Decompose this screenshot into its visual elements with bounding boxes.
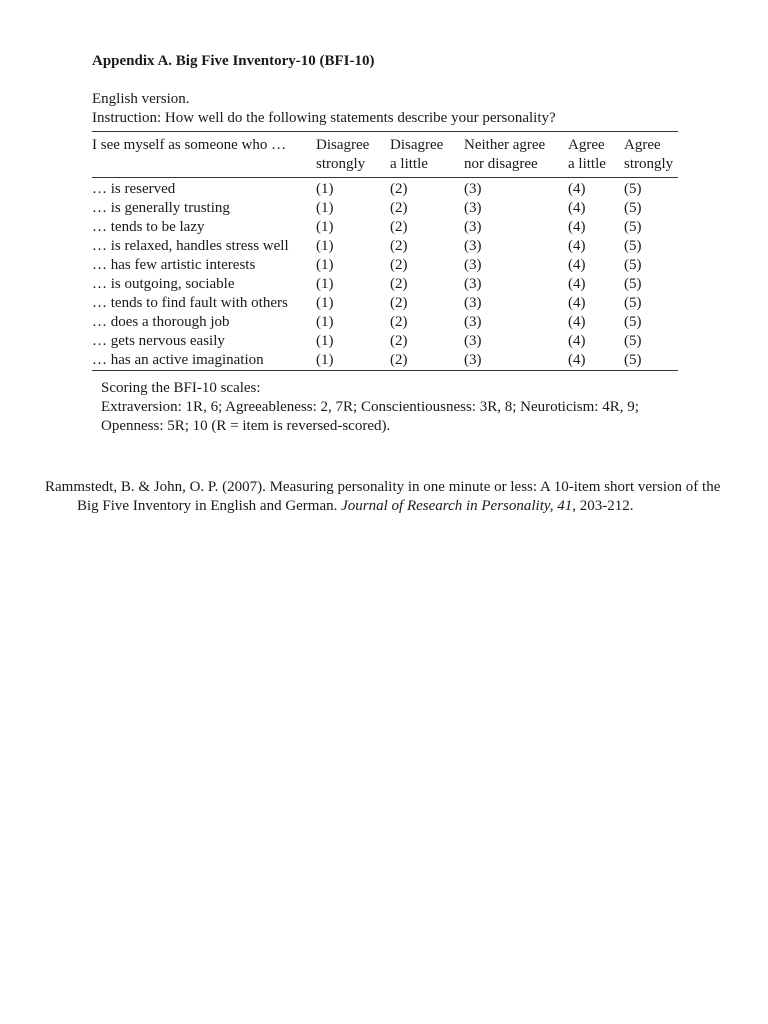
item-text: … has few artistic interests	[92, 257, 256, 273]
item-text: … is generally trusting	[92, 200, 230, 216]
response-option: (3)	[464, 333, 482, 349]
reference-journal: Journal of Research in Personality,	[341, 498, 554, 514]
response-option: (2)	[390, 181, 408, 197]
table-stem-header: I see myself as someone who …	[92, 137, 287, 153]
reference-text: Rammstedt, B. & John, O. P. (2007). Measuring personality in one minute or less: A 10-item short version of the Big Five Inventory in English and German.	[45, 479, 721, 514]
item-text: … is reserved	[92, 181, 176, 197]
item-text: … gets nervous easily	[92, 333, 225, 349]
reference-volume: 41	[557, 498, 573, 514]
table-row	[92, 351, 678, 370]
table-row	[92, 294, 678, 313]
response-option: (5)	[624, 181, 642, 197]
item-text: … has an active imagination	[92, 352, 264, 368]
response-option: (5)	[624, 314, 642, 330]
scoring-title: Scoring the BFI-10 scales:	[101, 380, 261, 396]
response-option: (2)	[390, 238, 408, 254]
item-text: … is relaxed, handles stress well	[92, 238, 289, 254]
column-header-agree-strongly: Agree strongly	[624, 137, 674, 172]
response-option: (3)	[464, 219, 482, 235]
response-option: (4)	[568, 333, 586, 349]
response-option: (1)	[316, 219, 334, 235]
response-option: (2)	[390, 257, 408, 273]
item-text: … tends to be lazy	[92, 219, 205, 235]
reference-citation	[45, 478, 737, 516]
response-option: (5)	[624, 295, 642, 311]
version-label: English version.	[92, 91, 190, 107]
table-row	[92, 218, 678, 237]
response-option: (4)	[568, 257, 586, 273]
response-option: (2)	[390, 333, 408, 349]
response-option: (3)	[464, 200, 482, 216]
response-option: (4)	[568, 181, 586, 197]
item-text: … tends to find fault with others	[92, 295, 288, 311]
table-header-rule	[92, 177, 678, 178]
response-option: (5)	[624, 200, 642, 216]
table-row	[92, 199, 678, 218]
response-option: (3)	[464, 276, 482, 292]
response-option: (5)	[624, 333, 642, 349]
response-option: (3)	[464, 238, 482, 254]
response-option: (5)	[624, 276, 642, 292]
table-row	[92, 237, 678, 256]
response-option: (4)	[568, 200, 586, 216]
response-option: (4)	[568, 276, 586, 292]
response-option: (1)	[316, 333, 334, 349]
response-option: (1)	[316, 200, 334, 216]
response-option: (1)	[316, 181, 334, 197]
scoring-line: Extraversion: 1R, 6; Agreeableness: 2, 7R; Conscientiousness: 3R, 8; Neuroticism: 4R, 9;	[101, 399, 639, 415]
column-header-neither: Neither agree nor disagree	[464, 137, 546, 172]
response-option: (3)	[464, 314, 482, 330]
response-option: (4)	[568, 352, 586, 368]
response-option: (2)	[390, 276, 408, 292]
response-option: (2)	[390, 314, 408, 330]
response-option: (4)	[568, 314, 586, 330]
response-option: (4)	[568, 219, 586, 235]
table-row	[92, 180, 678, 199]
appendix-title: Appendix A. Big Five Inventory-10 (BFI-10)	[92, 53, 375, 69]
table-row	[92, 275, 678, 294]
column-header-disagree-little: Disagree a little	[390, 137, 444, 172]
response-option: (5)	[624, 257, 642, 273]
response-option: (3)	[464, 352, 482, 368]
response-option: (3)	[464, 257, 482, 273]
response-option: (5)	[624, 352, 642, 368]
response-option: (1)	[316, 257, 334, 273]
table-row	[92, 256, 678, 275]
table-row	[92, 313, 678, 332]
response-option: (1)	[316, 295, 334, 311]
response-option: (2)	[390, 295, 408, 311]
table-top-rule	[92, 131, 678, 132]
scoring-line: Openness: 5R; 10 (R = item is reversed-scored).	[101, 418, 391, 434]
response-option: (3)	[464, 295, 482, 311]
response-option: (1)	[316, 238, 334, 254]
response-option: (4)	[568, 238, 586, 254]
response-option: (1)	[316, 314, 334, 330]
instruction-text: Instruction: How well do the following statements describe your personality?	[92, 110, 556, 126]
response-option: (2)	[390, 219, 408, 235]
response-option: (5)	[624, 219, 642, 235]
response-option: (5)	[624, 238, 642, 254]
item-text: … does a thorough job	[92, 314, 230, 330]
reference-pages: , 203-212.	[572, 498, 634, 514]
column-header-agree-little: Agree a little	[568, 137, 606, 172]
response-option: (1)	[316, 352, 334, 368]
table-row	[92, 332, 678, 351]
table-bottom-rule	[92, 370, 678, 371]
response-option: (3)	[464, 181, 482, 197]
response-option: (4)	[568, 295, 586, 311]
item-text: … is outgoing, sociable	[92, 276, 235, 292]
response-option: (1)	[316, 276, 334, 292]
column-header-disagree-strongly: Disagree strongly	[316, 137, 370, 172]
response-option: (2)	[390, 200, 408, 216]
response-option: (2)	[390, 352, 408, 368]
